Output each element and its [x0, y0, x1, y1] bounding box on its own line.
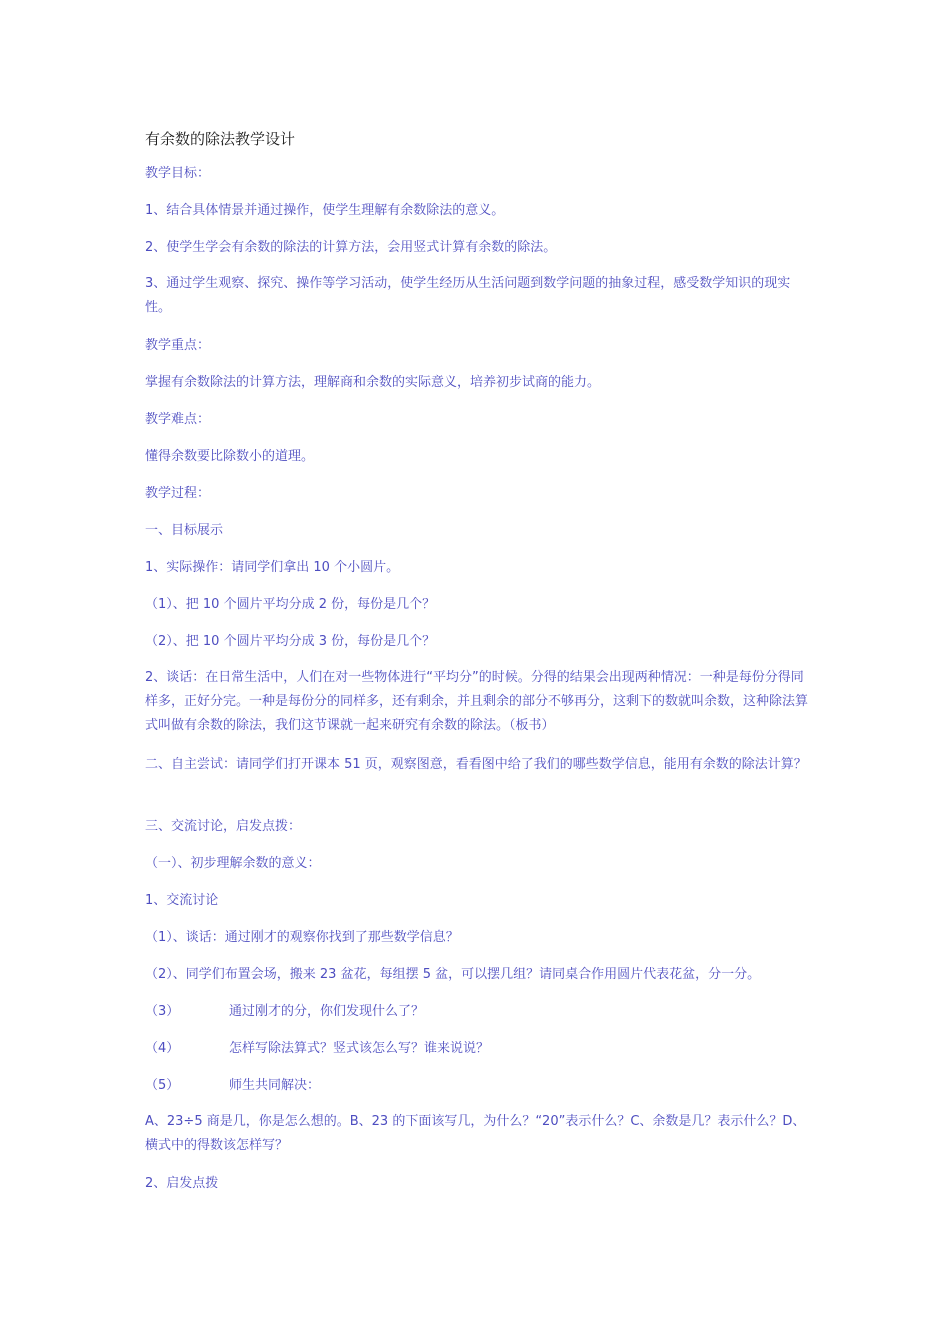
goal-1: 1、结合具体情景并通过操作，使学生理解有余数除法的意义。 [145, 203, 505, 218]
document-title: 有余数的除法教学设计 [145, 130, 296, 148]
process-heading: 教学过程： [145, 486, 211, 501]
section-3-discuss: 1、交流讨论 [145, 893, 219, 908]
section-3-hint: 2、启发点拨 [145, 1176, 219, 1191]
goals-heading: 教学目标： [145, 166, 211, 181]
section-3-question-4-number: （4） [145, 1041, 180, 1056]
goal-3: 3、通过学生观察、探究、操作等学习活动，使学生经历从生活问题到数学问题的抽象过程，感受数学知识的现实性。 [145, 276, 791, 315]
section-3-question-4-text: 怎样写除法算式？竖式该怎么写？谁来说说？ [229, 1041, 490, 1056]
section-2: 二、自主尝试：请同学们打开课本 51 页，观察图意，看看图中给了我们的哪些数学信息，能用有余数的除法计算？ [145, 757, 807, 772]
section-1-question-1: （1）、把 10 个圆片平均分成 2 份，每份是几个？ [145, 597, 436, 612]
section-3-question-3-text: 通过刚才的分，你们发现什么了？ [229, 1004, 425, 1019]
difficult-heading: 教学难点： [145, 412, 211, 427]
section-1-operation: 1、实际操作：请同学们拿出 10 个小圆片。 [145, 560, 400, 575]
section-3-question-5-number: （5） [145, 1078, 180, 1093]
section-3-sub-1: （一）、初步理解余数的意义： [145, 856, 321, 871]
section-3-heading: 三、交流讨论，启发点拨： [145, 819, 302, 834]
key-text: 掌握有余数除法的计算方法，理解商和余数的实际意义，培养初步试商的能力。 [145, 375, 601, 390]
section-3-question-5-text: 师生共同解决： [229, 1078, 321, 1093]
section-1-talk: 2、谈话：在日常生活中，人们在对一些物体进行“平均分”的时候。分得的结果会出现两种情况：一种是每份分得同样多，正好分完。一种是每份分的同样多，还有剩余，并且剩余的部分不够再分，这剩下的数就叫余数，这种除法算式叫做有余数的除法，我们这节课就一起来研究有余数的除法。（板书） [145, 670, 809, 733]
section-1-heading: 一、目标展示 [145, 523, 224, 538]
difficult-text: 懂得余数要比除数小的道理。 [145, 449, 315, 464]
section-3-question-1: （1）、谈话：通过刚才的观察你找到了那些数学信息？ [145, 930, 459, 945]
section-3-question-3-number: （3） [145, 1004, 180, 1019]
section-1-question-2: （2）、把 10 个圆片平均分成 3 份，每份是几个？ [145, 634, 436, 649]
section-3-abcd-questions: A、23÷5 商是几，你是怎么想的。B、23 的下面该写几，为什么？“20”表示什么？C、余数是几？表示什么？D、横式中的得数该怎样写？ [145, 1114, 806, 1153]
key-heading: 教学重点： [145, 338, 211, 353]
section-3-question-2: （2）、同学们布置会场，搬来 23 盆花，每组摆 5 盆，可以摆几组？请同桌合作用圆片代表花盆，分一分。 [145, 967, 761, 982]
goal-2: 2、使学生学会有余数的除法的计算方法，会用竖式计算有余数的除法。 [145, 240, 557, 255]
